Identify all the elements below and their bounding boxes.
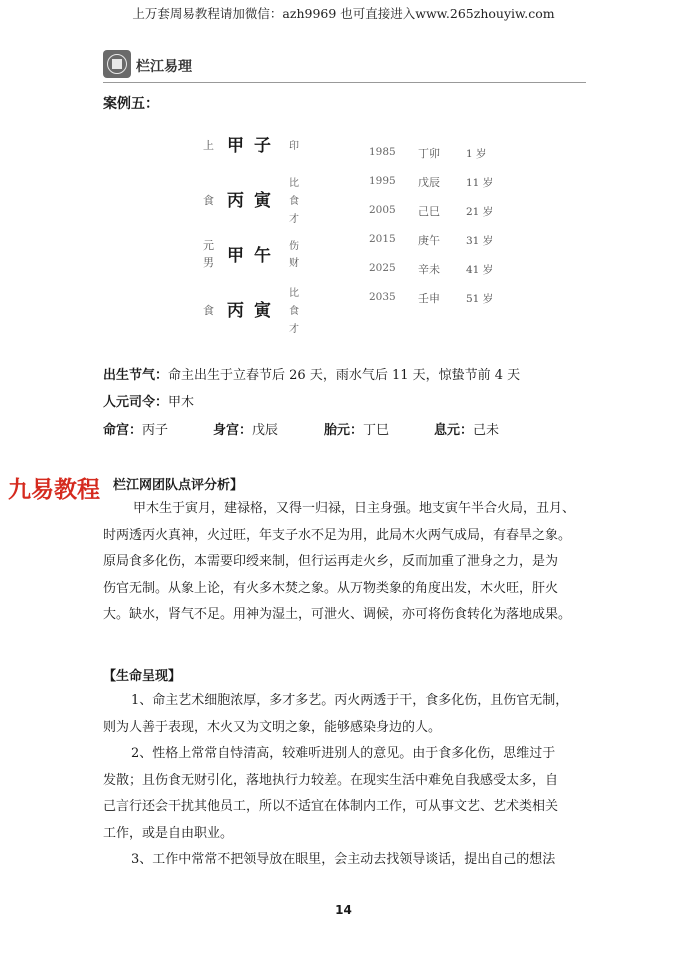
dayun-year: 1985 [369, 146, 396, 158]
dayun-year: 2035 [369, 291, 396, 303]
pillar-ganzhi: 丙寅 [227, 191, 281, 211]
watermark: 九易教程 [8, 477, 100, 503]
info-value: 己未 [473, 423, 500, 438]
dayun-year: 2005 [369, 204, 396, 216]
dayun-age: 21 岁 [466, 206, 494, 218]
info-label: 出生节气： [103, 368, 169, 383]
info-value: 丙子 [142, 423, 169, 438]
dayun-ganzhi: 壬申 [418, 292, 440, 305]
dayun-ganzhi: 辛未 [418, 263, 440, 276]
pillar-side-label: 男 [203, 256, 214, 269]
info-value: 戊辰 [252, 423, 279, 438]
info-shengong [213, 419, 278, 438]
dayun-year: 2025 [369, 262, 396, 274]
info-label: 胎元： [324, 423, 364, 438]
info-label: 命宫： [103, 423, 143, 438]
life-body [103, 688, 568, 874]
info-minggong [103, 419, 168, 438]
info-siling [103, 391, 194, 410]
info-value: 丁巳 [363, 423, 390, 438]
paragraph-line: 原局食多化伤，本需要印绶来制，但行运再走火乡，反而加重了泄身之力，是为 [103, 554, 559, 569]
dayun-ganzhi: 庚午 [418, 234, 440, 247]
paragraph-line: 己言行还会干扰其他员工，所以不适宜在体制内工作，可从事文艺、艺术类相关 [103, 799, 559, 814]
paragraph-line: 甲木生于寅月，建禄格，又得一归禄，日主身强。地支寅午半合火局，丑月、 [133, 501, 576, 516]
hidden-stem: 财 [289, 258, 299, 269]
paragraph-line: 工作，或是自由职业。 [103, 825, 234, 841]
info-value: 甲木 [168, 395, 195, 410]
info-xiyuan [434, 419, 499, 438]
hidden-stem: 伤 [289, 241, 299, 252]
paragraph-line: 则为人善于表现，木火又为文明之象，能够感染身边的人。 [103, 719, 442, 735]
logo-icon [103, 50, 131, 78]
info-label: 息元： [434, 423, 474, 438]
dayun-age: 1 岁 [466, 148, 487, 160]
dayun-age: 51 岁 [466, 293, 494, 305]
dayun-age: 41 岁 [466, 264, 494, 276]
pillar-side-label: 食 [203, 194, 214, 207]
hidden-stem: 食 [289, 306, 299, 317]
pillar-ganzhi: 甲午 [227, 246, 281, 266]
top-banner: 上万套周易教程请加微信：azh9969 也可直接进入www.265zhouyiw.com [132, 6, 555, 21]
hidden-stem: 比 [289, 288, 299, 299]
paragraph-line: 2、性格上常常自恃清高，较难听进别人的意见。由于食多化伤，思维过于 [131, 746, 556, 761]
paragraph-line: 发散；且伤食无财引化，落地执行力较差。在现实生活中难免自我感受太多，自 [103, 772, 559, 788]
life-title: 【生命呈现】 [103, 669, 182, 684]
pillar-side-label: 上 [203, 139, 214, 152]
info-jieqi [103, 364, 520, 383]
hidden-stem: 食 [289, 196, 299, 207]
paragraph-line: 1、命主艺术细胞浓厚，多才多艺。丙火两透于干，食多化伤，且伤官无制， [131, 693, 569, 708]
info-taiyuan [324, 419, 389, 438]
page-number: 14 [335, 903, 352, 917]
case-title: 案例五： [103, 96, 159, 112]
header-divider [103, 82, 586, 83]
analysis-title: 栏江网团队点评分析】 [113, 478, 244, 493]
hidden-stem: 才 [289, 214, 299, 225]
paragraph-line: 3、工作中常常不把领导放在眼里，会主动去找领导谈话，提出自己的想法 [131, 852, 556, 867]
hidden-stem: 印 [289, 141, 299, 152]
pillar-ganzhi: 甲子 [227, 136, 281, 156]
logo-text: 栏江易理 [136, 59, 192, 75]
dayun-ganzhi: 丁卯 [418, 147, 440, 160]
info-label: 人元司令： [103, 395, 169, 410]
analysis-body [103, 496, 575, 629]
hidden-stem: 才 [289, 324, 299, 335]
paragraph-line: 大。缺水，肾气不足。用神为湿土，可泄火、调候，亦可将伤食转化为落地成果。 [103, 607, 572, 622]
dayun-ganzhi: 戊辰 [418, 176, 440, 189]
pillar-side-label: 元 [203, 239, 214, 252]
paragraph-line: 伤官无制。从象上论，有火多木焚之象。从万物类象的角度出发，木火旺，肝火 [103, 580, 559, 596]
pillar-ganzhi: 丙寅 [227, 301, 281, 321]
dayun-age: 31 岁 [466, 235, 494, 247]
info-value: 命主出生于立春节后 26 天，雨水气后 11 天，惊蛰节前 4 天 [168, 368, 521, 383]
dayun-year: 1995 [369, 175, 396, 187]
dayun-year: 2015 [369, 233, 396, 245]
info-label: 身宫： [213, 423, 253, 438]
pillar-side-label: 食 [203, 304, 214, 317]
dayun-ganzhi: 己巳 [418, 205, 440, 218]
hidden-stem: 比 [289, 178, 299, 189]
paragraph-line: 时两透丙火真神，火过旺，年支子水不足为用，此局木火两气成局，有春旱之象。 [103, 527, 572, 543]
dayun-age: 11 岁 [466, 177, 494, 189]
